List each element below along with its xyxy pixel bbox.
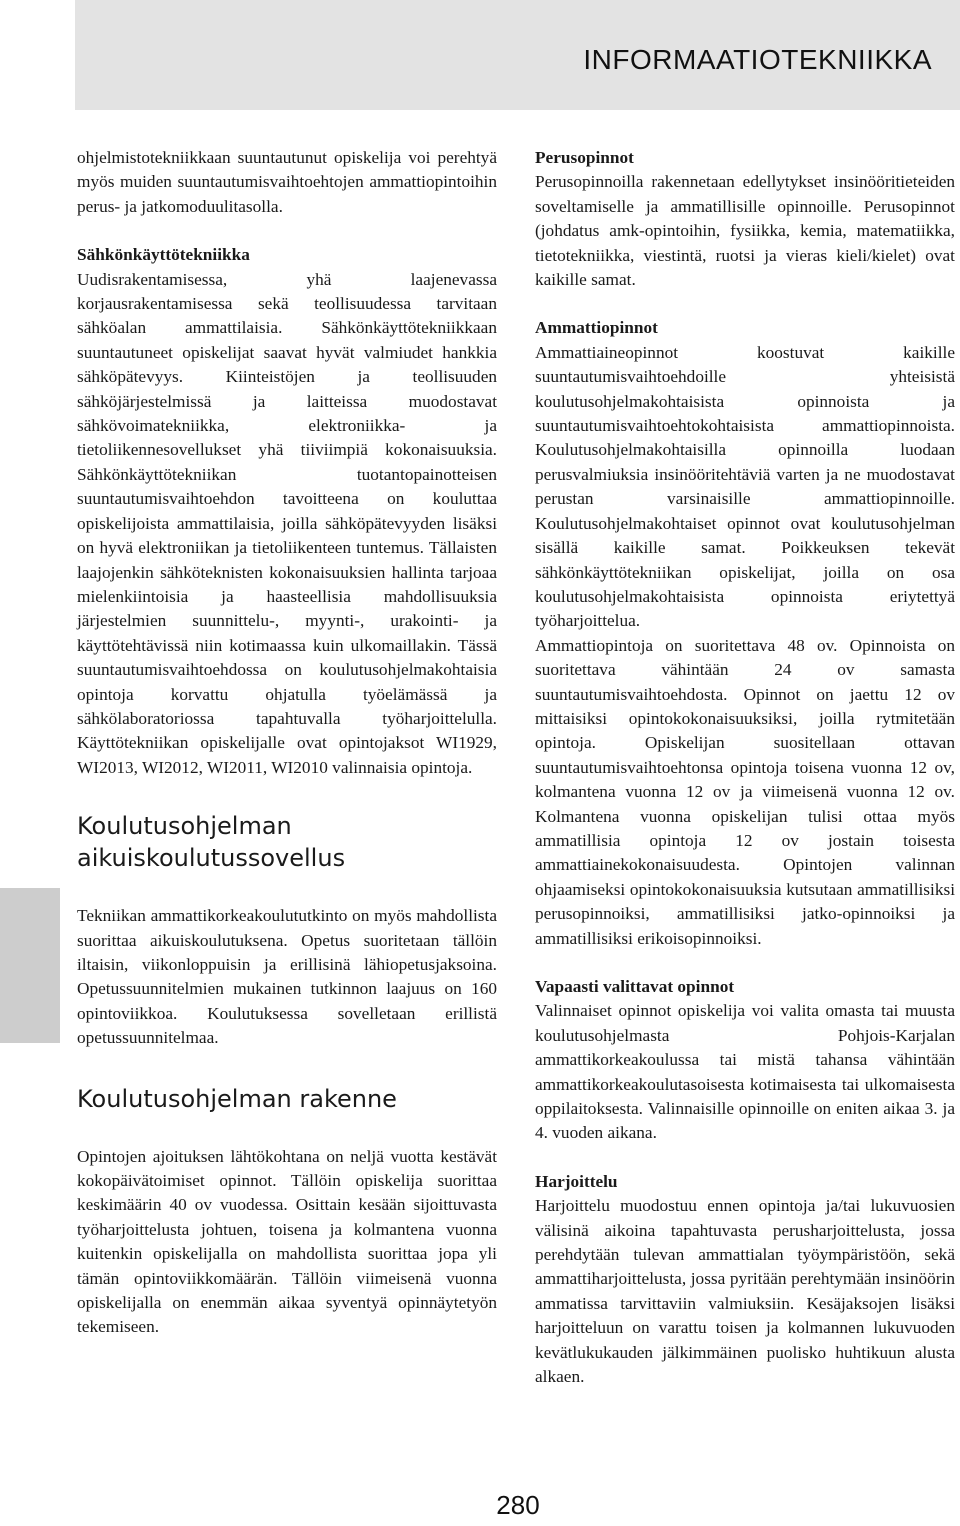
- right-column: [535, 146, 955, 1390]
- heading-aikuiskoulutus: Koulutusohjelman aikuiskoulutussovellus: [77, 812, 346, 873]
- page-number: 280: [496, 1490, 540, 1520]
- section-body: Valinnaiset opinnot opiskelija voi valita omasta tai muusta koulutusohjelmasta Pohjois-Karjalan ammattikorkeakoulussa tai mistä tahansa vähintään ammattikorkeakoulutasoisesta kotimaisesta tai ulkomaisesta oppilaitoksesta. Valinnaisille opinnoille on eniten aikaa 3. ja 4. vuoden aikana.: [535, 1001, 955, 1143]
- section-body: Ammattiaineopinnot koostuvat kaikille suuntautumisvaihtoehdoille yhteisistä koulutusohjelmakohtaisista opinnoista ja suuntautumisvaihtoehtokohtaisista ammattiopinnoista. Koulutusohjelmakohtaisilla opinnoilla luodaan perusvalmiuksia insinööritehtäviä varten ja ne muodostavat perustan varsinaisille ammattiopinnoille. Koulutusohjelmakohtaiset opinnot ovat koulutusohjelman sisällä kaikille samat. Poikkeuksen tekevät sähkönkäyttötekniikan opiskelijat, joilla on osa koulutusohjelmakohtaisista opinnoista eriytettyä työharjoittelua.: [535, 342, 955, 631]
- section-title: Ammattiopinnot: [535, 318, 658, 338]
- section-title: Perusopinnot: [535, 148, 634, 167]
- page-header-title: INFORMAATIOTEKNIIKKA: [583, 44, 932, 75]
- section-title: Vapaasti valittavat opinnot: [535, 977, 735, 996]
- section-body: Perusopinnoilla rakennetaan edellytykset insinööritieteiden soveltamiselle ja ammatillisille opinnoille. Perusopinnot (johdatus amk-opintoihin, fysiikka, kemia, matematiikka, tietotekniikka, viestintä, ruotsi ja vieras kieli/kielet) ovat kaikille samat.: [535, 172, 955, 290]
- aikuiskoulutus-paragraph: Tekniikan ammattikorkeakoulututkinto on myös mahdollista suorittaa aikuiskoulutuksena. Opetus suoritetaan tällöin iltaisin, viikonloppuisin ja erillisinä lähiopetusjaksoina. Opetussuunnitelmien mukainen tutkinnon laajuus on 160 opintoviikkoa. Koulutuksessa sovelletaan erillistä opetussuunnitelmaa.: [77, 906, 497, 1048]
- heading-rakenne: Koulutusohjelman rakenne: [77, 1084, 397, 1113]
- section-harjoittelu: [535, 1170, 955, 1390]
- side-tab-marker: [0, 888, 60, 1043]
- section-title: Harjoittelu: [535, 1171, 618, 1191]
- section-perusopinnot: [535, 146, 955, 292]
- header-band: [75, 0, 960, 110]
- section-sahkonkaytto: [77, 243, 497, 780]
- section-vapaasti-valittavat: [535, 975, 955, 1146]
- left-column: [77, 146, 497, 1340]
- section-title: Sähkönkäyttötekniikka: [77, 245, 250, 265]
- rakenne-paragraph: Opintojen ajoituksen lähtökohtana on neljä vuotta kestävät kokopäivätoimiset opinnot. Tällöin opiskelija suorittaa keskimäärin 40 ov vuodessa. Osittain kesään sijoittuvasta työharjoittelusta johtuen, toisena ja kolmantena vuonna kuitenkin opiskelijalla on mahdollista suorittaa jopa yli tämän opintoviikkomäärän. Tällöin viimeisenä vuonna opiskelijalla on enemmän aikaa syventyä opinnäytetyön tekemiseen.: [77, 1146, 497, 1337]
- section-body: Uudisrakentamisessa, yhä laajenevassa korjausrakentamisessa sekä teollisuudessa tarvitaan sähköalan ammattilaisia. Sähkönkäyttötekniikkaan suuntautuneet opiskelijat saavat hyvät valmiudet hankkia sähköpätevyys. Kiinteistöjen ja teollisuuden sähköjärjestelmissä ja laitteissa muodostavat sähkövoimatekniikka, elektroniikka- ja tietoliikennesovellukset yhä tiiviimpiä kokonaisuuksia. Sähkönkäyttötekniikan tuotantopainotteisen suuntautumisvaihtoehdon tavoitteena on kouluttaa opiskelijoista ammattilaisia, joilla sähköpätevyyden lisäksi on hyvä elektroniikan ja tietoliikenteen tuntemus. Tällaisten laajojenkin sähköteknisten kokonaisuuksien hallinta tarjoaa mielenkiintoisia ja haasteellisia mahdollisuuksia järjestelmien suunnittelu-, myynti-, urakointi- ja käyttötehtävissä niin kotimaassa kuin ulkomaillakin. Tässä suuntautumisvaihtoehdossa on koulutusohjelmakohtaisia opintoja korvattu ohjatulla työelämässä ja sähkölaboratoriossa tapahtuvalla työharjoittelulla. Käyttötekniikan opiskelijalle ovat opintojaksot WI1929, WI2013, WI2012, WI2011, WI2010 valinnaisia opintoja.: [77, 269, 497, 777]
- section-body: Harjoittelu muodostuu ennen opintoja ja/tai lukuvuosien välisinä aikoina tapahtuvasta perusharjoittelusta, jossa perehdytään tulevan ammattialan työympäristöön, sekä ammattiharjoittelusta, jossa pyritään perehtymään insinöörin ammatissa tarvittaviin valmiuksiin. Kesäjaksojen lisäksi harjoitteluun on varattu toisen ja kolmannen lukuvuoden kevätlukukauden jälkimmäinen puolisko huhtikuun alusta alkaen.: [535, 1196, 955, 1387]
- intro-paragraph: ohjelmistotekniikkaan suuntautunut opiskelija voi perehtyä myös muiden suuntautumisvaihtoehtojen ammattiopintoihin perus- ja jatkomoduulitasolla.: [77, 148, 497, 216]
- section-body-2: Ammattiopintoja on suoritettava 48 ov. Opinnoista on suoritettava vähintään 24 ov samasta suuntautumisvaihtoehdosta. Opinnot on jaettu 12 ov mittaisiksi opintokokonaisuuksiksi, joilla rytmitetään opintoja. Opiskelijan suositellaan ottavan suuntautumisvaihtoehtonsa opintoja toisena vuonna 12 ov, kolmantena vuonna 12 ov ja viimeisenä vuonna 12 ov. Kolmantena vuonna opiskelijan tulisi ottaa myös ammatillisia opintoja 12 ov jostain toisesta ammattiainekokonaisuudesta. Opintojen valinnan ohjaamiseksi opintokokonaisuuksia kutsutaan ammatillisiksi perusopinnoiksi, ammatillisiksi jatko-opinnoiksi ja ammatillisiksi erikoisopinnoiksi.: [535, 635, 955, 948]
- section-ammattiopinnot: [535, 316, 955, 951]
